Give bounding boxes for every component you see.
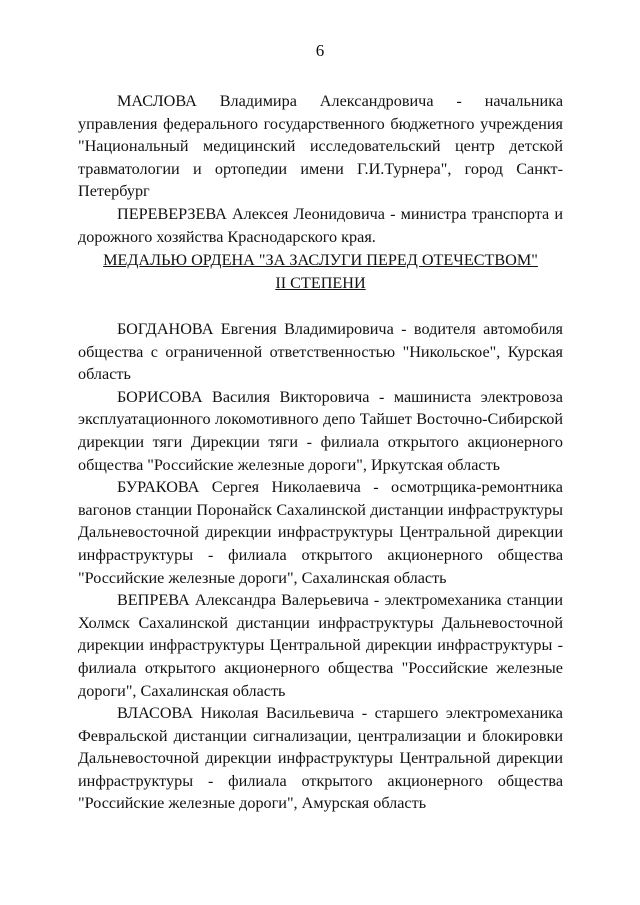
awardee-paragraph: МАСЛОВА Владимира Александровича - начальника управления федерального государственного бюджетного учреждения "Национальный медицинский исследовательский центр детской травматологии и ортопедии имени Г.И.Турнера", город Санкт-Петербург xyxy=(78,92,563,201)
awardee-paragraph: ПЕРЕВЕРЗЕВА Алексея Леонидовича - министра транспорта и дорожного хозяйства Краснодарского края. xyxy=(78,204,563,246)
award-heading-line-1: МЕДАЛЬЮ ОРДЕНА "ЗА ЗАСЛУГИ ПЕРЕД ОТЕЧЕСТВОМ" xyxy=(103,251,538,269)
awardee-paragraph: БОГДАНОВА Евгения Владимировича - водителя автомобиля общества с ограниченной ответственностью "Никольское", Курская область xyxy=(78,320,563,384)
awardee-paragraph: ВЕПРЕВА Александра Валерьевича - электромеханика станции Холмск Сахалинской дистанции инфраструктуры Дальневосточной дирекции инфраструктуры Центральной дирекции инфраструктуры - филиала открытого акционерного общества "Российские железные дороги", Сахалинская область xyxy=(78,591,563,700)
awardee-list-upper xyxy=(78,90,563,248)
award-heading-line-2: II СТЕПЕНИ xyxy=(275,273,366,292)
awardee-paragraph: БУРАКОВА Сергея Николаевича - осмотрщика-ремонтника вагонов станции Поронайск Сахалинской дистанции инфраструктуры Дальневосточной дирекции инфраструктуры Центральной дирекции инфраструктуры - филиала открытого акционерного общества "Российские железные дороги", Сахалинская область xyxy=(78,478,563,587)
award-heading xyxy=(78,249,563,294)
awardee-paragraph: БОРИСОВА Василия Викторовича - машиниста электровоза эксплуатационного локомотивного депо Тайшет Восточно-Сибирской дирекции тяги Дирекции тяги - филиала открытого акционерного общества "Российские железные дороги", Иркутская область xyxy=(78,387,563,474)
awardee-paragraph: ВЛАСОВА Николая Васильевича - старшего электромеханика Февральской дистанции сигнализации, централизации и блокировки Дальневосточной дирекции инфраструктуры Центральной дирекции инфраструктуры - филиала открытого акционерного общества "Российские железные дороги", Амурская область xyxy=(78,704,563,813)
page-number: 6 xyxy=(315,41,325,60)
awardee-list-medal xyxy=(78,318,563,815)
